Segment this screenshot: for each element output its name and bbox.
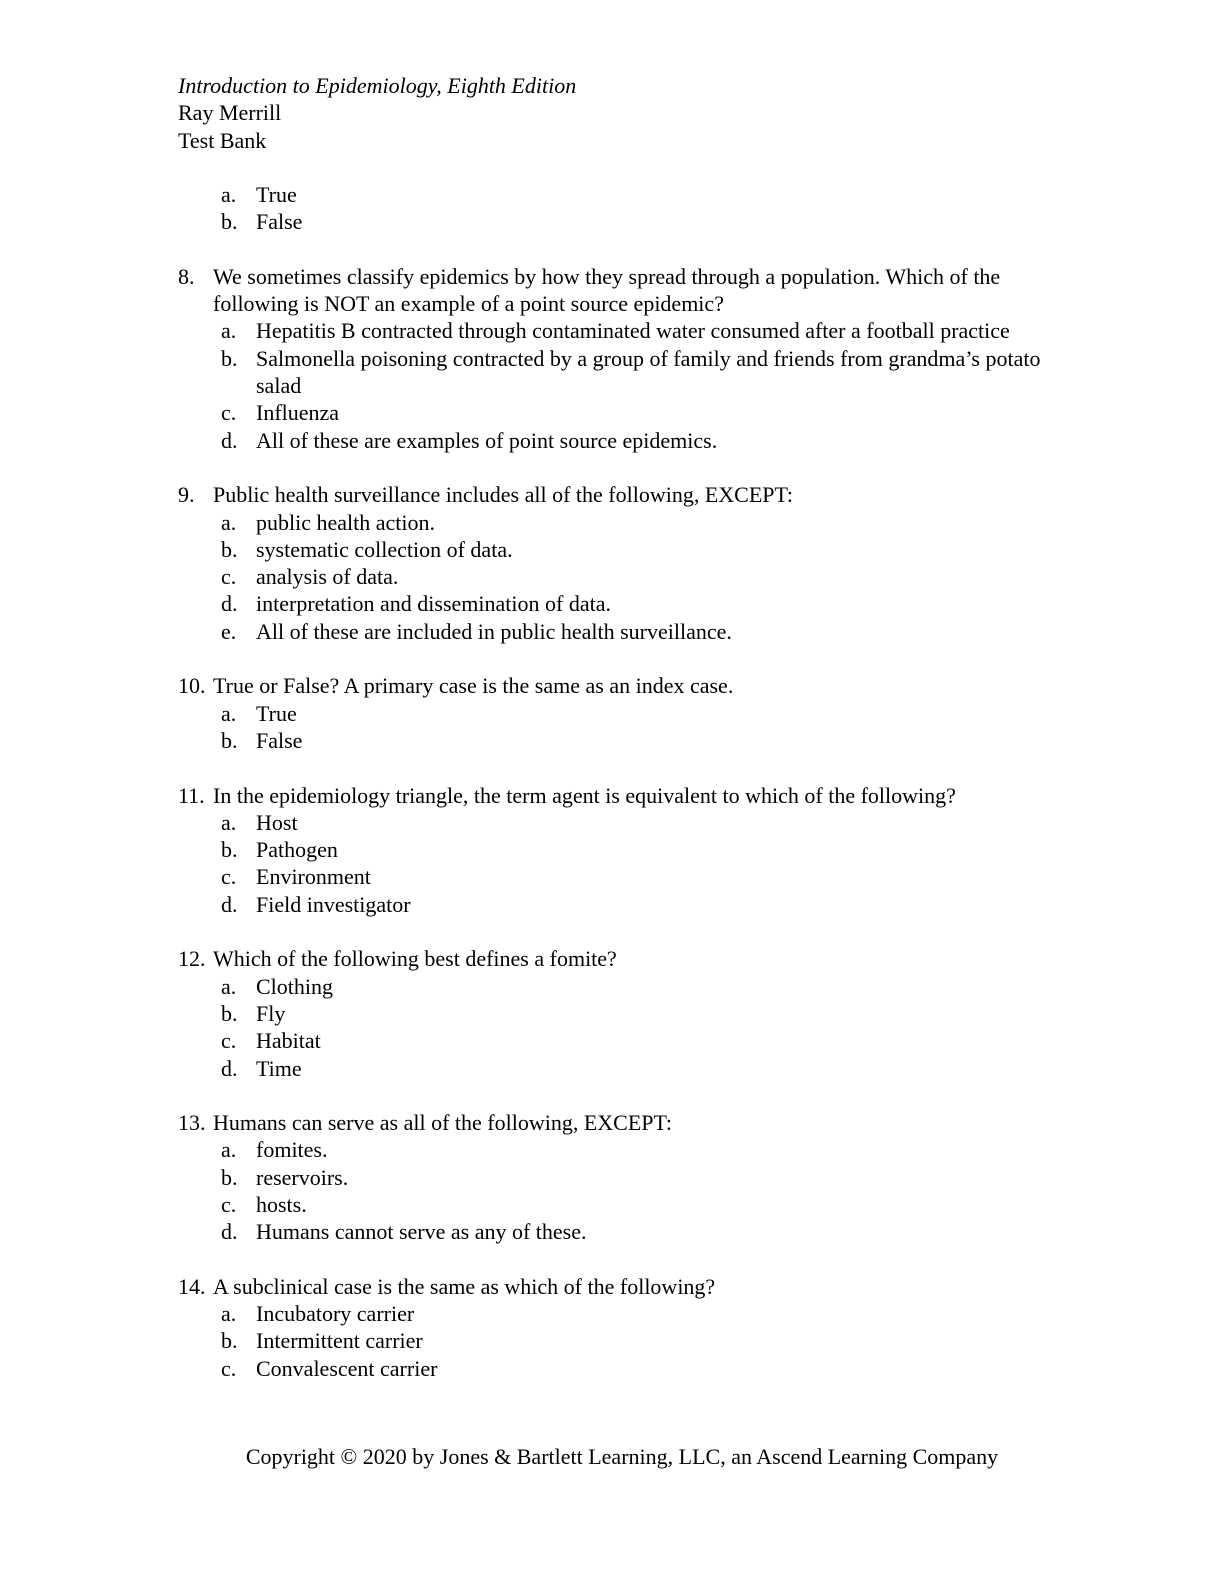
answer-option <box>221 399 1058 426</box>
answer-option <box>221 208 1058 235</box>
option-label: b. <box>221 209 238 235</box>
question-number: 14. <box>178 1273 206 1299</box>
option-label: b. <box>221 837 238 863</box>
answer-option <box>221 563 1058 590</box>
option-text: Pathogen <box>256 837 338 863</box>
option-text: All of these are examples of point source epidemics. <box>256 427 718 453</box>
option-label: b. <box>221 1328 238 1354</box>
question-text: Humans can serve as all of the following, EXCEPT: <box>213 1110 672 1136</box>
answer-option <box>221 618 1058 645</box>
answer-option <box>221 1000 1058 1027</box>
option-label: c. <box>221 1028 237 1054</box>
question-list <box>178 181 1058 1409</box>
question-14 <box>178 1273 1058 1382</box>
option-text: Influenza <box>256 400 340 426</box>
copyright-footer: Copyright © 2020 by Jones & Bartlett Learning, LLC, an Ascend Learning Company <box>245 1444 999 1469</box>
option-text: Fly <box>256 1000 286 1026</box>
option-text: Salmonella poisoning contracted by a group of family and friends from grandma’s potato salad <box>256 345 1041 399</box>
option-text: Humans cannot serve as any of these. <box>256 1219 587 1245</box>
answer-option <box>221 863 1058 890</box>
question-number: 11. <box>178 782 205 808</box>
answer-option <box>221 809 1058 836</box>
answer-option <box>221 427 1058 454</box>
option-label: a. <box>221 700 237 726</box>
option-text: Environment <box>256 864 371 890</box>
question-9 <box>178 481 1058 645</box>
question-10 <box>178 672 1058 754</box>
option-label: c. <box>221 864 237 890</box>
question-text: We sometimes classify epidemics by how they spread through a population. Which of the following is NOT an example of a point source epidemic? <box>213 263 1001 317</box>
option-text: True <box>256 700 297 726</box>
option-label: b. <box>221 536 238 562</box>
option-label: a. <box>221 809 237 835</box>
option-text: hosts. <box>256 1191 307 1217</box>
question-text: A subclinical case is the same as which of the following? <box>213 1273 716 1299</box>
option-label: a. <box>221 1301 237 1327</box>
answer-option <box>221 1055 1058 1082</box>
answer-option <box>221 181 1058 208</box>
option-label: d. <box>221 427 238 453</box>
option-label: b. <box>221 727 238 753</box>
book-title: Introduction to Epidemiology, Eighth Edition <box>178 73 577 98</box>
option-label: d. <box>221 1055 238 1081</box>
option-text: public health action. <box>256 509 435 535</box>
option-text: False <box>256 727 303 753</box>
option-text: False <box>256 209 303 235</box>
option-text: fomites. <box>256 1137 328 1163</box>
answer-option <box>221 700 1058 727</box>
option-label: d. <box>221 1219 238 1245</box>
option-text: Host <box>256 809 298 835</box>
option-text: True <box>256 182 297 207</box>
question-13 <box>178 1109 1058 1245</box>
option-label: b. <box>221 1000 238 1026</box>
question-text: In the epidemiology triangle, the term agent is equivalent to which of the following? <box>213 782 956 808</box>
option-text: Convalescent carrier <box>256 1355 438 1381</box>
option-label: e. <box>221 618 237 644</box>
option-text: Hepatitis B contracted through contaminated water consumed after a football practice <box>256 318 1010 344</box>
answer-option <box>221 1327 1058 1354</box>
answer-option <box>221 317 1058 344</box>
option-text: All of these are included in public health surveillance. <box>256 618 732 644</box>
option-text: reservoirs. <box>256 1164 349 1190</box>
answer-option <box>221 1218 1058 1245</box>
option-label: a. <box>221 509 237 535</box>
option-text: Incubatory carrier <box>256 1301 415 1327</box>
continued-question <box>178 181 1058 236</box>
answer-option <box>221 509 1058 536</box>
option-label: d. <box>221 891 238 917</box>
option-label: b. <box>221 345 238 371</box>
option-label: c. <box>221 564 237 590</box>
question-number: 13. <box>178 1110 206 1136</box>
answer-option <box>221 590 1058 617</box>
answer-option <box>221 973 1058 1000</box>
question-8 <box>178 263 1058 454</box>
answer-option <box>221 1136 1058 1163</box>
answer-option <box>221 1300 1058 1327</box>
option-label: c. <box>221 400 237 426</box>
author-name: Ray Merrill <box>178 100 282 126</box>
question-text: Which of the following best defines a fomite? <box>213 946 617 972</box>
question-11 <box>178 782 1058 918</box>
question-number: 9. <box>178 482 195 508</box>
answer-option <box>221 891 1058 918</box>
answer-option <box>221 1164 1058 1191</box>
answer-option <box>221 1027 1058 1054</box>
option-text: interpretation and dissemination of data. <box>256 591 611 617</box>
option-text: systematic collection of data. <box>256 536 513 562</box>
answer-option <box>221 1355 1058 1382</box>
option-label: c. <box>221 1191 237 1217</box>
question-12 <box>178 945 1058 1081</box>
question-number: 8. <box>178 263 195 289</box>
answer-option <box>221 836 1058 863</box>
option-label: a. <box>221 973 237 999</box>
answer-option <box>221 727 1058 754</box>
option-label: a. <box>221 1137 237 1163</box>
option-text: analysis of data. <box>256 564 399 590</box>
option-label: a. <box>221 182 237 207</box>
question-text: Public health surveillance includes all of the following, EXCEPT: <box>213 482 793 508</box>
question-number: 12. <box>178 946 206 972</box>
option-label: d. <box>221 591 238 617</box>
option-text: Time <box>256 1055 302 1081</box>
option-label: b. <box>221 1164 238 1190</box>
page-header <box>178 72 576 154</box>
option-label: a. <box>221 318 237 344</box>
question-number: 10. <box>178 673 206 699</box>
option-label: c. <box>221 1355 237 1381</box>
answer-option <box>221 1191 1058 1218</box>
option-text: Field investigator <box>256 891 411 917</box>
document-type: Test Bank <box>178 127 267 153</box>
option-text: Intermittent carrier <box>256 1328 423 1354</box>
option-text: Clothing <box>256 973 334 999</box>
question-text: True or False? A primary case is the same as an index case. <box>213 673 734 699</box>
answer-option <box>221 536 1058 563</box>
answer-option <box>221 345 1058 400</box>
option-text: Habitat <box>256 1028 321 1054</box>
